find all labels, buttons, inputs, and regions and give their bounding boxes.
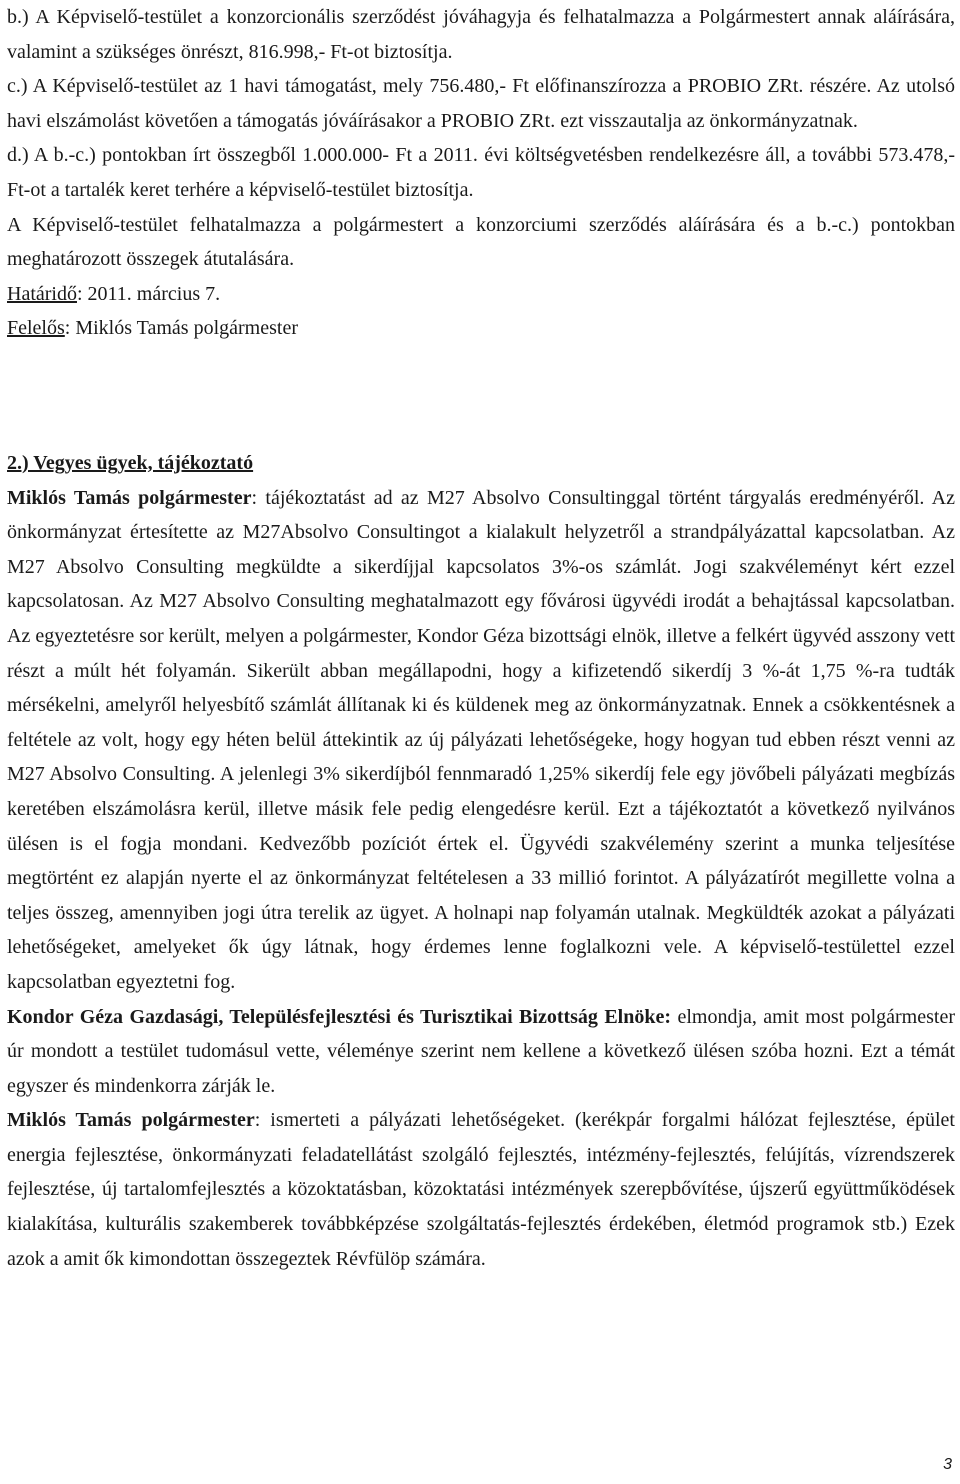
speaker-mayor: Miklós Tamás polgármester [7, 486, 252, 509]
resolution-block [7, 0, 955, 346]
page-number: 3 [943, 1456, 952, 1473]
speaker-mayor-2: Miklós Tamás polgármester [7, 1109, 255, 1132]
document-page [7, 0, 955, 1270]
responsible-value: : Miklós Tamás polgármester [64, 317, 298, 340]
paragraph-committee-chair [7, 1000, 955, 1104]
deadline-line [7, 277, 955, 312]
resolution-item-c: c.) A Képviselő-testület az 1 havi támogatást, mely 756.480,- Ft előfinanszírozza a PROBIO ZRt. részére. Az utolsó havi elszámolást követően a támogatás jóváírásakor a PROBIO ZRt. ezt visszautalja az önkormányzatnak. [7, 75, 955, 132]
deadline-value: : 2011. március 7. [76, 282, 221, 305]
section-heading: 2.) Vegyes ügyek, tájékoztató [7, 452, 254, 474]
resolution-item-d: d.) A b.-c.) pontokban írt összegből 1.000.000- Ft a 2011. évi költségvetésben rendelkezésre áll, a további 573.478,- Ft-ot a tartalék keret terhére a képviselő-testület biztosítja. [7, 144, 955, 201]
deadline-label: Határidő [7, 282, 77, 305]
section-misc [7, 446, 955, 1276]
authorization-paragraph: A Képviselő-testület felhatalmazza a polgármestert a konzorciumi szerződés aláírására és a b.-c.) pontokban meghatározott összegek átutalására. [7, 213, 955, 271]
committee-chair-text: elmondja, amit most polgármester úr mondott a testület tudomásul vette, véleménye szerint nem kellene a következő ülésen szóba hozni. Ezt a témát egyszer és mindenkorra zárják le. [7, 1005, 955, 1097]
responsible-label: Felelős [7, 317, 65, 340]
paragraph-mayor-opportunities [7, 1103, 955, 1276]
mayor-briefing-text: : tájékoztatást ad az M27 Absolvo Consultinggal történt tárgyalás eredményéről. Az önkormányzat értesítette az M27Absolvo Consultingot a kialakult helyzetről a strandpályázattal kapcsolatban. Az M27 Absolvo Consulting megküldte a sikerdíjjal kapcsolatos 3%-os számlát. Jogi szakvéleményt kért ezzel kapcsolatosan. Az M27 Absolvo Consulting meghatalmazott egy fővárosi ügyvédi irodát a behajtással kapcsolatban. Az egyeztetésre sor került, melyen a polgármester, Kondor Géza bizottsági elnök, illetve a felkért ügyvéd asszony vett részt a múlt hét folyamán. Sikerült abban megállapodni, hogy a kifizetendő sikerdíj 3 %-át 1,75 %-ra tudták mérsékelni, amelyről helyesbítő számlát állítanak ki és küldenek meg az önkormányzatnak. Ennek a csökkentésnek a feltétele az volt, hogy egy héten belül áttekintik az új pályázati lehetőségeke, hogy hogyan tud ebben részt venni az M27 Absolvo Consulting. A jelenlegi 3% sikerdíjból fennmaradó 1,25% sikerdíj fele egy jövőbeli pályázati megbízás keretében elszámolásra kerül, illetve másik fele pedig elengedésre kerül. Ezt a tájékoztatót a következő nyilvános ülésen is el fogja mondani. Kedvezőbb pozíciót értek el. Ügyvédi szakvélemény szerint a munka teljesítése megtörtént ez alapján nyerte el az önkormányzat feltételesen a 33 millió forintot. A pályázatírót megillette volna a teljes összeg, amennyiben jogi útra terelik az ügyet. A holnapi nap folyamán utalnak. Megküldték azokat a pályázati lehetőségeket, amelyeket ők úgy látnak, hogy érdemes lenne foglalkozni vele. A képviselő-testülettel ezzel kapcsolatban egyeztetni fog. [7, 486, 955, 993]
mayor-opportunities-text: : ismerteti a pályázati lehetőségeket. (kerékpár forgalmi hálózat fejlesztése, épület energia fejlesztése, önkormányzati feladatellátást szolgáló fejlesztés, intézmény-fejlesztés, felújítás, vízrendszerek fejlesztése, új tartalomfejlesztés a közoktatásban, közoktatási intézmények szerepbővítése, újszerű együttműködések kialakítása, kulturális szakemberek továbbképzése szolgáltatás-fejlesztés érdekében, életmód programok stb.) Ezek azok a amit ők kimondottan összegeztek Révfülöp számára. [7, 1109, 955, 1270]
responsible-line [7, 311, 955, 346]
speaker-committee-chair: Kondor Géza Gazdasági, Településfejlesztési és Turisztikai Bizottság Elnöke: [7, 1005, 672, 1028]
paragraph-mayor-briefing [7, 481, 955, 1000]
resolution-item-b: b.) A Képviselő-testület a konzorcionális szerződést jóváhagyja és felhatalmazza a Polgármestert annak aláírására, valamint a szükséges önrészt, 816.998,- Ft-ot biztosítja. [7, 6, 955, 63]
